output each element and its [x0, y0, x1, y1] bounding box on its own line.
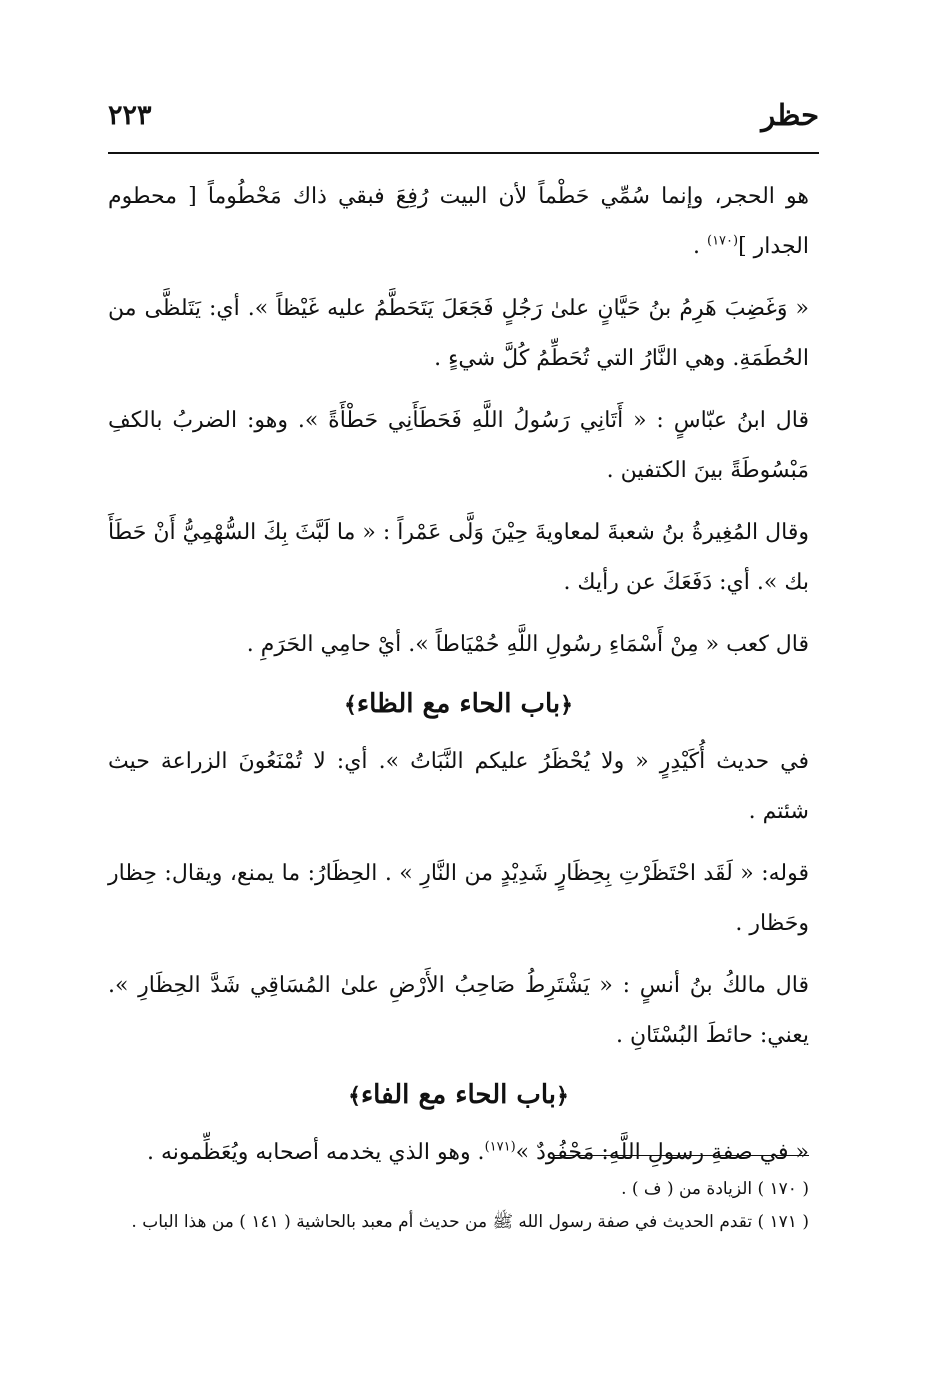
paragraph	[108, 172, 809, 272]
paragraph: قال ابنُ عبّاسٍ : « أَتَانِي رَسُولُ اللَّهِ فَحَطَأَنِي حَطْأَةً ». وهو: الضربُ بالكفِ مَبْسُوطَةً بينَ الكتفين .	[108, 408, 809, 483]
paragraph: « وَغَضِبَ هَرِمُ بنُ حَيَّانٍ علىٰ رَجُلٍ فَجَعَلَ يَتَحَطَّمُ عليه غَيْظاً ». أي: يَتَلظَّى من الحُطَمَةِ. وهي النَّارُ التي تُحَطِّمُ كُلَّ شيءٍ .	[108, 296, 809, 371]
main-text	[108, 172, 809, 1190]
footnote: ( ١٧٠ ) الزيادة من ( ف ) .	[621, 1179, 809, 1199]
paragraph: قال كعب « مِنْ أَسْمَاءِ رسُولِ اللَّهِ حُمْيَاطاً ». أيْ حامِي الحَرَمِ .	[246, 632, 809, 657]
paragraph: وقال المُغِيرةُ بنُ شعبةَ لمعاويةَ حِيْنَ وَلَّى عَمْراً : « ما لَبَّثَ بِكَ السُّهْمِيُّ أَنْ حَطَأَ بك ». أي: دَفَعَكَ عن رأيك .	[108, 520, 809, 595]
paragraph	[108, 1128, 809, 1178]
paragraph-text: هو الحجر، وإنما سُمِّي حَطْماً لأن البيت رُفِعَ فبقي ذاك مَحْطُوماً [ محطوم الجدار ]	[108, 184, 809, 259]
footnote-rule	[553, 1155, 809, 1156]
page-number: ٢٢٣	[108, 99, 152, 131]
paragraph-end: .	[693, 234, 707, 259]
paragraph-text: « في صفةِ رسولِ اللَّهِ: مَحْفُودٌ »	[515, 1140, 809, 1165]
footnote-ref: (١٧٠)	[707, 233, 739, 249]
footnotes	[108, 1174, 809, 1240]
running-head-title: حظر	[761, 98, 819, 132]
running-head	[108, 90, 819, 140]
ornament-open: ﴿	[556, 1083, 569, 1109]
footnote: ( ١٧١ ) تقدم الحديث في صفة رسول الله ﷺ من حديث أم معبد بالحاشية ( ١٤١ ) من هذا الباب .	[131, 1212, 809, 1232]
ornament-close: ﴾	[343, 692, 357, 718]
section-heading-text: باب الحاء مع الفاء	[360, 1080, 557, 1110]
footnote-ref: (١٧١)	[484, 1139, 516, 1155]
paragraph: قال مالكُ بنُ أنسٍ : « يَشْتَرِطُ صَاحِبُ الأَرْضِ علىٰ المُسَاقِي شَدَّ الحِظَارِ ». يعني: حائطَ البُسْتَانِ .	[108, 973, 810, 1048]
header-rule	[108, 152, 819, 154]
paragraph: في حديث أُكَيْدِرٍ « ولا يُحْظَرُ عليكم النَّبَاتُ ». أي: لا تُمْنَعُونَ الزراعة حيث شئتم .	[108, 749, 809, 824]
ornament-open: ﴿	[560, 692, 574, 718]
section-heading	[108, 682, 809, 727]
section-heading-text: باب الحاء مع الظاء	[356, 689, 561, 719]
paragraph-text: . وهو الذي يخدمه أصحابه ويُعَظِّمونه .	[146, 1140, 485, 1165]
ornament-close: ﴾	[348, 1083, 361, 1109]
paragraph: قوله: « لَقَد احْتَظَرْتِ بِحِظَارٍ شَدِيْدٍ من النَّارِ » . الحِظَارُ: ما يمنع، ويقال: حِظار وحَظار .	[108, 861, 809, 936]
section-heading	[108, 1073, 809, 1118]
